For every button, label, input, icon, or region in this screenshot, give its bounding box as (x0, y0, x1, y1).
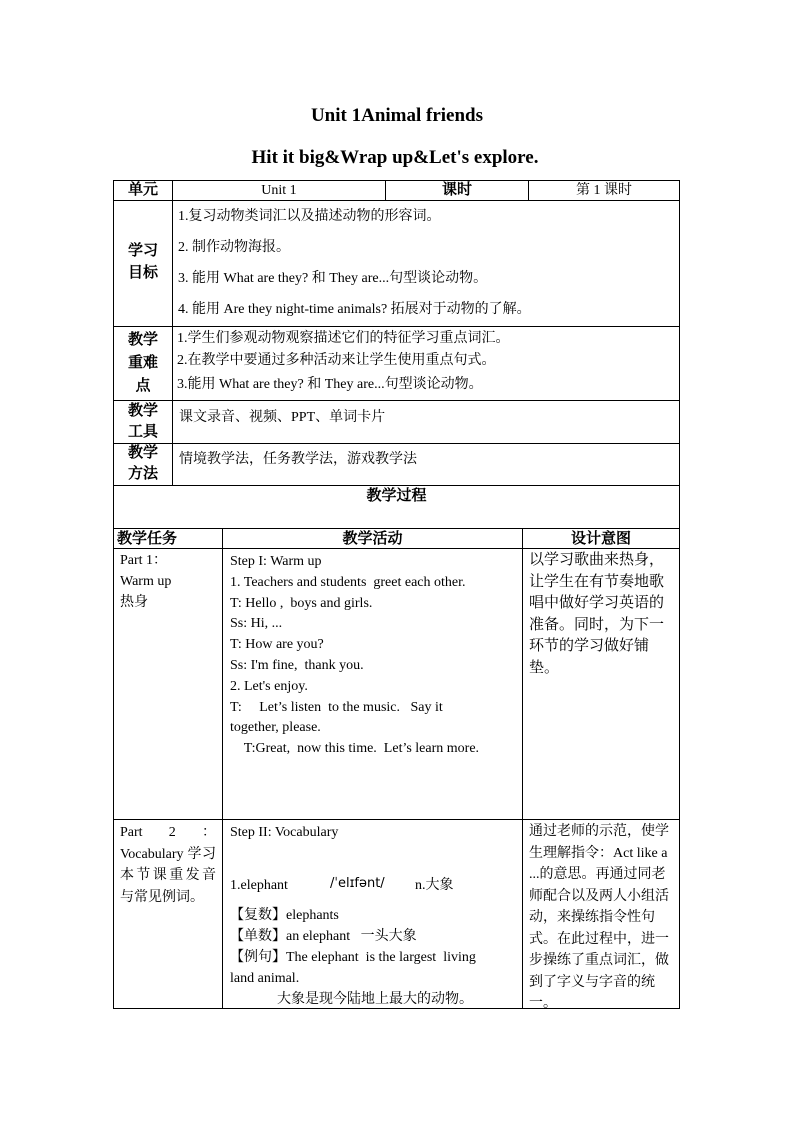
part1-activity-line: 2. Let's enjoy. (230, 679, 308, 694)
vocab-meaning: n.大象 (415, 878, 454, 893)
objective-item: 4. 能用 Are they night-time animals? 拓展对于动物的了解。 (178, 302, 531, 317)
part1-activity-line: T: How are you? (230, 637, 324, 652)
vocab-example-en: land animal. (230, 971, 300, 986)
tools-label: 教学 工具 (127, 403, 158, 440)
tools-value: 课文录音、视频、PPT、单词卡片 (179, 410, 386, 425)
part2-task: Part 2 ：Vocabulary 学习本节课重发音与常见例词。 (120, 825, 216, 905)
key-point-item: 3.能用 What are they? 和 They are...句型谈论动物。 (177, 377, 483, 392)
document-title: Unit 1Animal friends (310, 105, 484, 126)
period-value: 第 1 课时 (576, 183, 632, 198)
part2-intent: 通过老师的示范，使学生理解指令：Act like a ...的意思。再通过同老师配合以及两人小组活动，来操练指令性句式。在此过程中，进一步操练了重点词汇，做到了字义与字音的统一。 (529, 824, 669, 1011)
objective-item: 3. 能用 What are they? 和 They are...句型谈论动物。 (178, 271, 488, 286)
part1-activity-line: Step I: Warm up (230, 554, 322, 569)
vocab-example-cn: 大象是现今陆地上最大的动物。 (277, 992, 473, 1007)
document-subtitle: Hit it big&Wrap up&Let's explore. (251, 147, 539, 168)
part1-activity-line: T: Let’s listen to the music. Say it (230, 700, 443, 715)
part1-activity-line: Ss: I'm fine, thank you. (230, 658, 364, 673)
part1-task-line: Warm up (120, 574, 172, 589)
objective-item: 1.复习动物类词汇以及描述动物的形容词。 (178, 209, 441, 224)
part1-task-line: 热身 (120, 595, 148, 610)
objective-item: 2. 制作动物海报。 (178, 240, 290, 255)
vocab-example-en: 【例句】The elephant is the largest living (230, 950, 476, 965)
part2-step: Step II: Vocabulary (230, 825, 339, 840)
part1-activity-line: together, please. (230, 720, 321, 735)
unit-value: Unit 1 (261, 183, 297, 198)
vocab-phonetic: /ˈelɪfənt/ (330, 876, 385, 891)
part1-task-line: Part 1： (120, 553, 168, 568)
part1-activity-line: T: Hello , boys and girls. (230, 596, 373, 611)
col-task-header: 教学任务 (117, 531, 178, 547)
methods-label: 教学 方法 (127, 445, 158, 482)
vocab-plural: 【复数】elephants (230, 908, 339, 923)
period-label: 课时 (441, 182, 472, 198)
methods-value: 情境教学法，任务教学法，游戏教学法 (179, 452, 417, 467)
vocab-singular: 【单数】an elephant 一头大象 (230, 929, 417, 944)
vocab-word: 1.elephant (230, 878, 288, 893)
objectives-label: 学习 目标 (127, 243, 158, 281)
col-intent-header: 设计意图 (570, 531, 631, 547)
key-points-label: 教学 重难 点 (127, 332, 158, 394)
unit-label: 单元 (127, 182, 158, 198)
process-heading: 教学过程 (366, 488, 427, 504)
key-point-item: 2.在教学中要通过多种活动来让学生使用重点句式。 (177, 353, 496, 368)
key-point-item: 1.学生们参观动物观察描述它们的特征学习重点词汇。 (177, 331, 510, 346)
part1-activity-line: Ss: Hi, ... (230, 616, 283, 631)
part1-activity-line: 1. Teachers and students greet each other. (230, 575, 466, 590)
part1-activity-line: T:Great, now this time. Let’s learn more. (230, 741, 480, 756)
part1-intent: 以学习歌曲来热身，让学生在有节奏地歌唱中做好学习英语的准备。同时，为下一环节的学习做好铺垫。 (529, 552, 665, 676)
col-activity-header: 教学活动 (342, 531, 403, 547)
